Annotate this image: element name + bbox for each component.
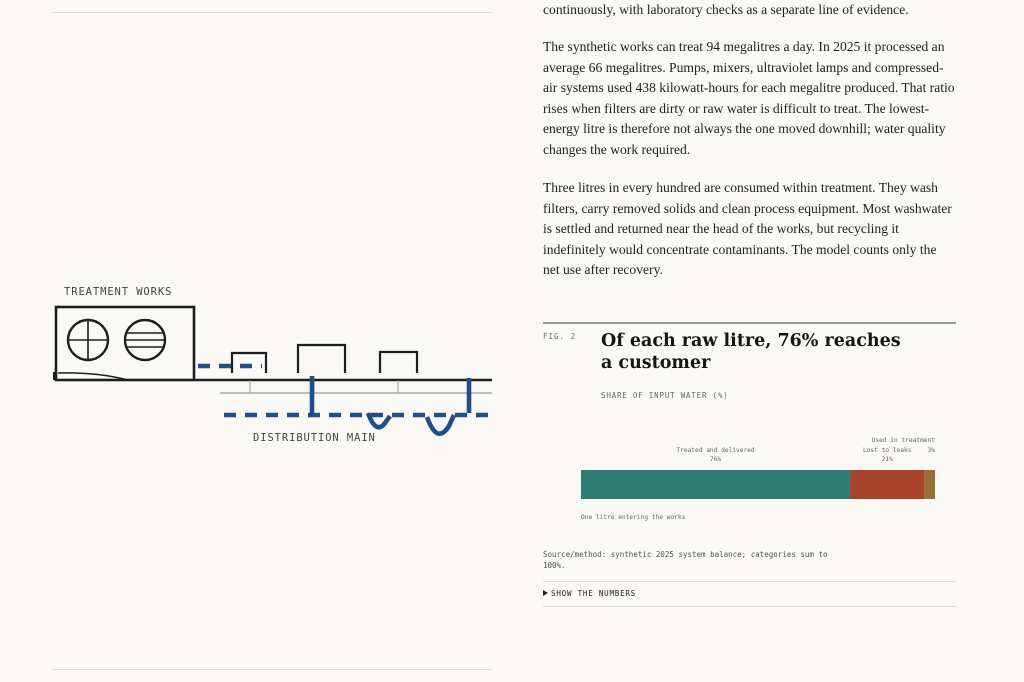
show-numbers-label: SHOW THE NUMBERS xyxy=(551,589,637,598)
filter-cross-icon xyxy=(68,320,108,360)
divider xyxy=(543,581,956,582)
category-label: One litre entering the works xyxy=(581,514,686,521)
divider xyxy=(543,606,956,607)
segment-value: 21% xyxy=(881,456,893,463)
figure-title: Of each raw litre, 76% reaches a customer xyxy=(601,331,901,373)
paragraph: continuously, with laboratory checks as a separate line of evidence. xyxy=(543,2,909,17)
treatment-works-label: TREATMENT WORKS xyxy=(64,286,173,298)
segment-label: Used in treatment xyxy=(871,437,935,444)
stacked-bar-chart xyxy=(543,427,956,527)
bottom-divider xyxy=(52,669,492,670)
show-numbers-button[interactable] xyxy=(543,589,636,598)
segment-label: Lost to leaks xyxy=(862,447,912,454)
building-outline xyxy=(232,353,266,373)
top-divider xyxy=(52,12,492,13)
building-outline xyxy=(298,345,345,373)
bar-segment xyxy=(850,470,924,499)
segment-value: 3% xyxy=(927,447,935,454)
segment-label: Treated and delivered xyxy=(676,447,755,454)
paragraph: The synthetic works can treat 94 megalitres a day. In 2025 it processed an average 66 megalitres. Pumps, mixers, ultraviolet lamps and compressed-air systems used 438 kilowatt-hours for each megalitre produced. That ratio rises when filters are dirty or raw water is difficult to treat. The lowest-energy litre is therefore not always the one moved downhill; water quality changes the work required. xyxy=(543,39,955,157)
paragraph: Three litres in every hundred are consumed within treatment. They wash filters, carry removed solids and clean process equipment. Most washwater is settled and returned near the head of the works, but recycling it indefinitely would concentrate contaminants. The model counts only the net use after recovery. xyxy=(543,180,952,278)
bar-segment xyxy=(581,470,850,499)
figure-label: FIG. 2 xyxy=(543,332,577,341)
source-note: Source/method: synthetic 2025 system balance; categories sum to 100%. xyxy=(543,550,828,570)
segment-value: 76% xyxy=(709,456,722,463)
treatment-schematic xyxy=(52,280,492,450)
figure-subtitle: SHARE OF INPUT WATER (%) xyxy=(601,391,729,400)
figure-top-rule xyxy=(543,322,956,324)
filter-stripes-icon xyxy=(125,320,165,360)
water-flow xyxy=(198,366,492,434)
figure-2 xyxy=(543,322,956,612)
disclosure-triangle-icon xyxy=(543,590,548,596)
distribution-main-label: DISTRIBUTION MAIN xyxy=(253,432,376,444)
bar-segment xyxy=(924,470,935,499)
treatment-schematic-svg xyxy=(52,280,492,450)
building-outline xyxy=(380,352,417,373)
